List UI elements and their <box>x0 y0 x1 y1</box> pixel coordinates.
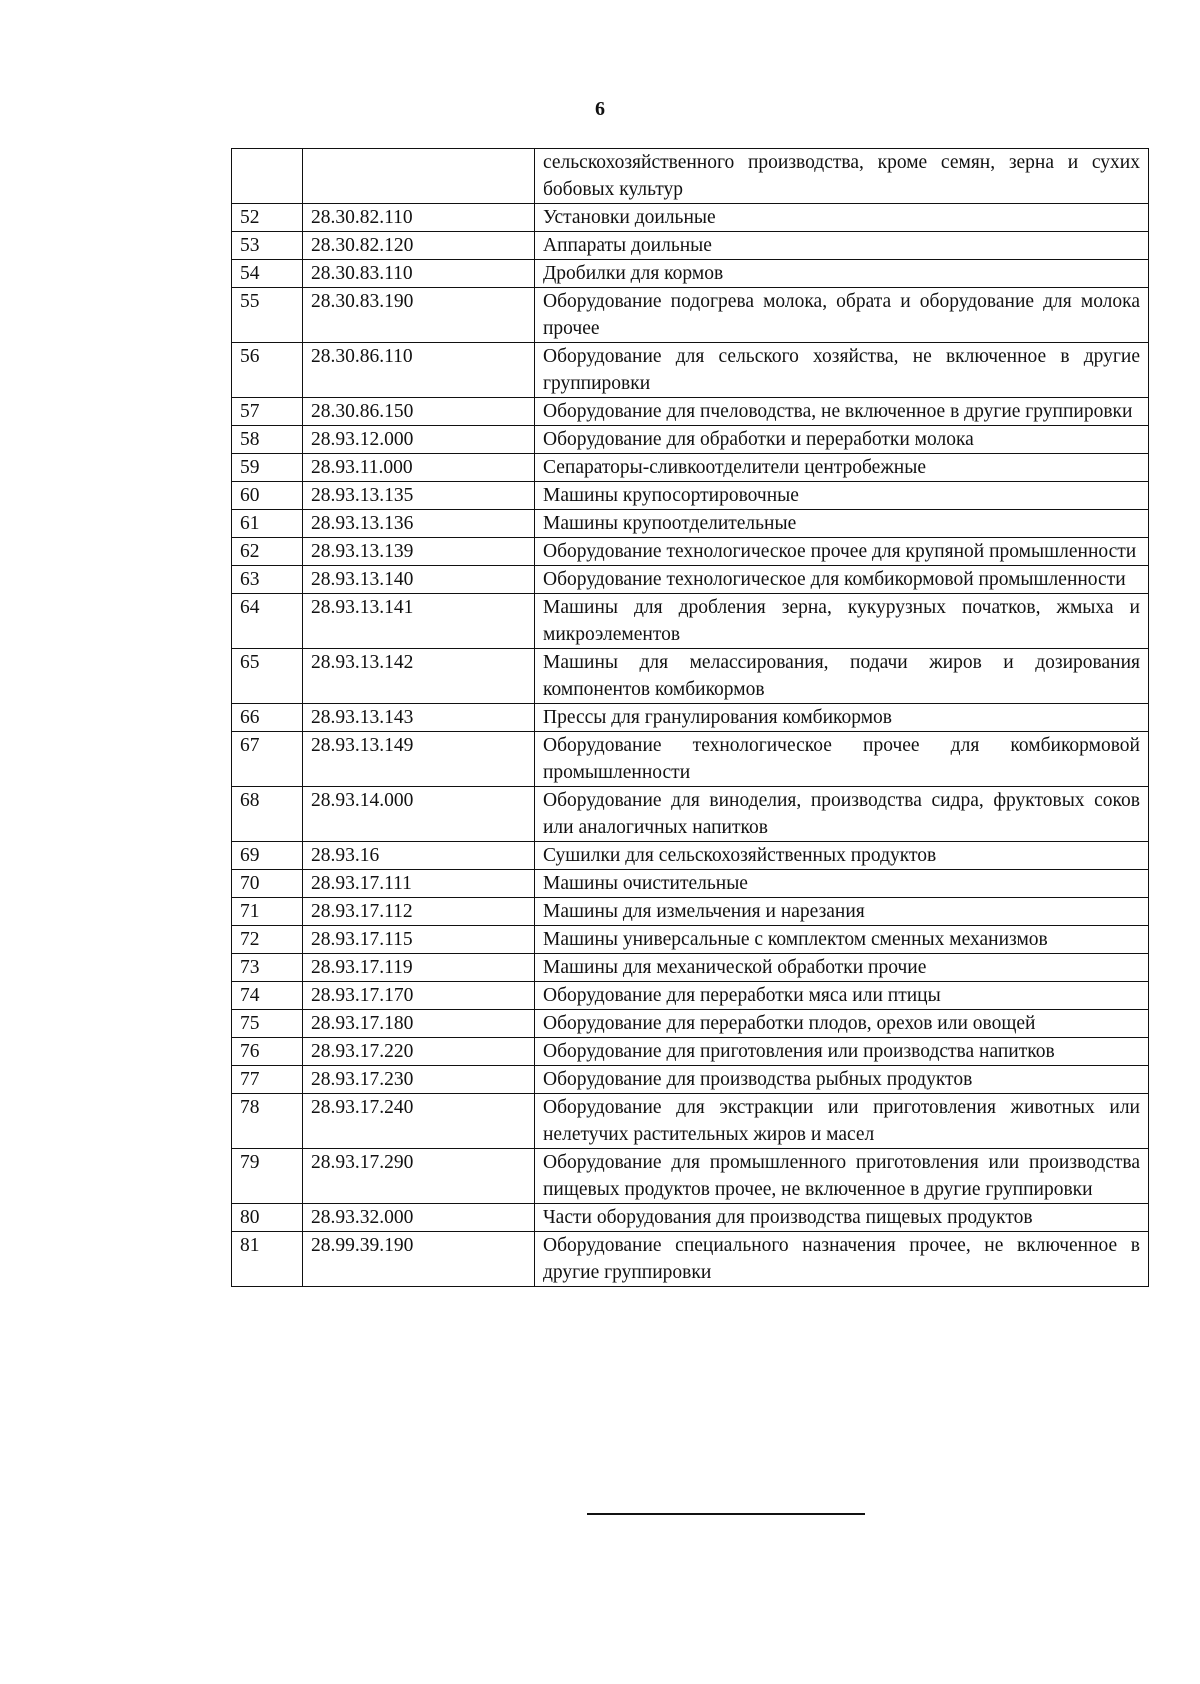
okpd-code-cell: 28.93.17.115 <box>303 926 535 954</box>
okpd-code-cell: 28.93.13.139 <box>303 538 535 566</box>
okpd-code-cell: 28.93.17.111 <box>303 870 535 898</box>
row-number-cell: 69 <box>232 842 303 870</box>
page-number: 6 <box>595 98 605 120</box>
okpd-code-cell: 28.93.13.149 <box>303 732 535 787</box>
description-cell: Оборудование для переработки мяса или птицы <box>535 982 1149 1010</box>
okpd-code-cell: 28.30.83.110 <box>303 260 535 288</box>
okpd-code-cell: 28.30.86.150 <box>303 398 535 426</box>
row-number-cell: 71 <box>232 898 303 926</box>
okpd-code-cell: 28.93.17.290 <box>303 1149 535 1204</box>
table-row <box>232 1038 1149 1066</box>
row-number-cell: 57 <box>232 398 303 426</box>
table-row <box>232 204 1149 232</box>
okpd-code-cell: 28.93.13.140 <box>303 566 535 594</box>
table-row <box>232 1232 1149 1287</box>
description-cell: Машины для мелассирования, подачи жиров и дозирования компонентов комбикормов <box>535 649 1149 704</box>
description-cell: Оборудование для обработки и переработки молока <box>535 426 1149 454</box>
okpd-code-cell: 28.93.13.141 <box>303 594 535 649</box>
description-cell: Машины для дробления зерна, кукурузных початков, жмыха и микроэлементов <box>535 594 1149 649</box>
description-cell: Машины очистительные <box>535 870 1149 898</box>
okpd-code-cell: 28.93.13.142 <box>303 649 535 704</box>
table-row <box>232 704 1149 732</box>
description-cell: сельскохозяйственного производства, кроме семян, зерна и сухих бобовых культур <box>535 149 1149 204</box>
table-row <box>232 1094 1149 1149</box>
equipment-codes-table <box>231 148 1149 1287</box>
description-cell: Машины крупосортировочные <box>535 482 1149 510</box>
table-row <box>232 454 1149 482</box>
description-cell: Оборудование для виноделия, производства сидра, фруктовых соков или аналогичных напитков <box>535 787 1149 842</box>
description-cell: Дробилки для кормов <box>535 260 1149 288</box>
okpd-code-cell: 28.93.13.135 <box>303 482 535 510</box>
description-cell: Оборудование для пчеловодства, не включенное в другие группировки <box>535 398 1149 426</box>
end-divider <box>587 1513 865 1515</box>
okpd-code-cell: 28.30.82.120 <box>303 232 535 260</box>
table-row <box>232 260 1149 288</box>
description-cell: Машины универсальные с комплектом сменных механизмов <box>535 926 1149 954</box>
okpd-code-cell: 28.93.11.000 <box>303 454 535 482</box>
row-number-cell: 77 <box>232 1066 303 1094</box>
table-row <box>232 482 1149 510</box>
row-number-cell: 53 <box>232 232 303 260</box>
okpd-code-cell: 28.30.83.190 <box>303 288 535 343</box>
row-number-cell <box>232 149 303 204</box>
description-cell: Аппараты доильные <box>535 232 1149 260</box>
table-row <box>232 732 1149 787</box>
description-cell: Машины для механической обработки прочие <box>535 954 1149 982</box>
table-row <box>232 787 1149 842</box>
row-number-cell: 58 <box>232 426 303 454</box>
okpd-code-cell: 28.30.82.110 <box>303 204 535 232</box>
okpd-code-cell: 28.93.32.000 <box>303 1204 535 1232</box>
row-number-cell: 75 <box>232 1010 303 1038</box>
table-row <box>232 288 1149 343</box>
row-number-cell: 74 <box>232 982 303 1010</box>
okpd-code-cell: 28.93.17.220 <box>303 1038 535 1066</box>
description-cell: Прессы для гранулирования комбикормов <box>535 704 1149 732</box>
row-number-cell: 63 <box>232 566 303 594</box>
row-number-cell: 73 <box>232 954 303 982</box>
table-row <box>232 649 1149 704</box>
table-row <box>232 1066 1149 1094</box>
okpd-code-cell: 28.93.13.136 <box>303 510 535 538</box>
description-cell: Части оборудования для производства пищевых продуктов <box>535 1204 1149 1232</box>
row-number-cell: 79 <box>232 1149 303 1204</box>
row-number-cell: 52 <box>232 204 303 232</box>
table-row <box>232 870 1149 898</box>
row-number-cell: 59 <box>232 454 303 482</box>
row-number-cell: 70 <box>232 870 303 898</box>
okpd-code-cell: 28.93.14.000 <box>303 787 535 842</box>
table-row <box>232 510 1149 538</box>
description-cell: Оборудование технологическое для комбикормовой промышленности <box>535 566 1149 594</box>
table-row <box>232 232 1149 260</box>
description-cell: Оборудование для переработки плодов, орехов или овощей <box>535 1010 1149 1038</box>
okpd-code-cell: 28.93.17.230 <box>303 1066 535 1094</box>
row-number-cell: 61 <box>232 510 303 538</box>
okpd-code-cell: 28.30.86.110 <box>303 343 535 398</box>
row-number-cell: 67 <box>232 732 303 787</box>
description-cell: Оборудование подогрева молока, обрата и оборудование для молока прочее <box>535 288 1149 343</box>
okpd-code-cell: 28.93.12.000 <box>303 426 535 454</box>
table-row <box>232 566 1149 594</box>
row-number-cell: 80 <box>232 1204 303 1232</box>
okpd-code-cell: 28.93.17.112 <box>303 898 535 926</box>
description-cell: Оборудование для производства рыбных продуктов <box>535 1066 1149 1094</box>
row-number-cell: 54 <box>232 260 303 288</box>
table-row <box>232 982 1149 1010</box>
table-row <box>232 954 1149 982</box>
okpd-code-cell: 28.93.17.180 <box>303 1010 535 1038</box>
description-cell: Сушилки для сельскохозяйственных продуктов <box>535 842 1149 870</box>
row-number-cell: 81 <box>232 1232 303 1287</box>
description-cell: Установки доильные <box>535 204 1149 232</box>
table-row <box>232 538 1149 566</box>
description-cell: Оборудование технологическое прочее для комбикормовой промышленности <box>535 732 1149 787</box>
table-row <box>232 926 1149 954</box>
table-row <box>232 1149 1149 1204</box>
description-cell: Машины крупоотделительные <box>535 510 1149 538</box>
row-number-cell: 66 <box>232 704 303 732</box>
row-number-cell: 62 <box>232 538 303 566</box>
table-row <box>232 1204 1149 1232</box>
row-number-cell: 78 <box>232 1094 303 1149</box>
description-cell: Сепараторы-сливкоотделители центробежные <box>535 454 1149 482</box>
table-row <box>232 149 1149 204</box>
description-cell: Оборудование для приготовления или производства напитков <box>535 1038 1149 1066</box>
table-row <box>232 842 1149 870</box>
description-cell: Оборудование специального назначения прочее, не включенное в другие группировки <box>535 1232 1149 1287</box>
table-row <box>232 343 1149 398</box>
table-row <box>232 426 1149 454</box>
okpd-code-cell: 28.93.17.170 <box>303 982 535 1010</box>
row-number-cell: 64 <box>232 594 303 649</box>
okpd-code-cell <box>303 149 535 204</box>
okpd-code-cell: 28.93.16 <box>303 842 535 870</box>
table-row <box>232 594 1149 649</box>
row-number-cell: 60 <box>232 482 303 510</box>
table-row <box>232 398 1149 426</box>
row-number-cell: 76 <box>232 1038 303 1066</box>
okpd-code-cell: 28.93.13.143 <box>303 704 535 732</box>
description-cell: Оборудование для промышленного приготовления или производства пищевых продуктов прочее, не включенное в другие группировки <box>535 1149 1149 1204</box>
okpd-code-cell: 28.93.17.119 <box>303 954 535 982</box>
table-row <box>232 1010 1149 1038</box>
row-number-cell: 65 <box>232 649 303 704</box>
row-number-cell: 55 <box>232 288 303 343</box>
okpd-code-cell: 28.99.39.190 <box>303 1232 535 1287</box>
description-cell: Оборудование технологическое прочее для крупяной промышленности <box>535 538 1149 566</box>
row-number-cell: 56 <box>232 343 303 398</box>
row-number-cell: 72 <box>232 926 303 954</box>
table-row <box>232 898 1149 926</box>
description-cell: Оборудование для сельского хозяйства, не включенное в другие группировки <box>535 343 1149 398</box>
okpd-code-cell: 28.93.17.240 <box>303 1094 535 1149</box>
description-cell: Оборудование для экстракции или приготовления животных или нелетучих растительных жиров и масел <box>535 1094 1149 1149</box>
row-number-cell: 68 <box>232 787 303 842</box>
description-cell: Машины для измельчения и нарезания <box>535 898 1149 926</box>
